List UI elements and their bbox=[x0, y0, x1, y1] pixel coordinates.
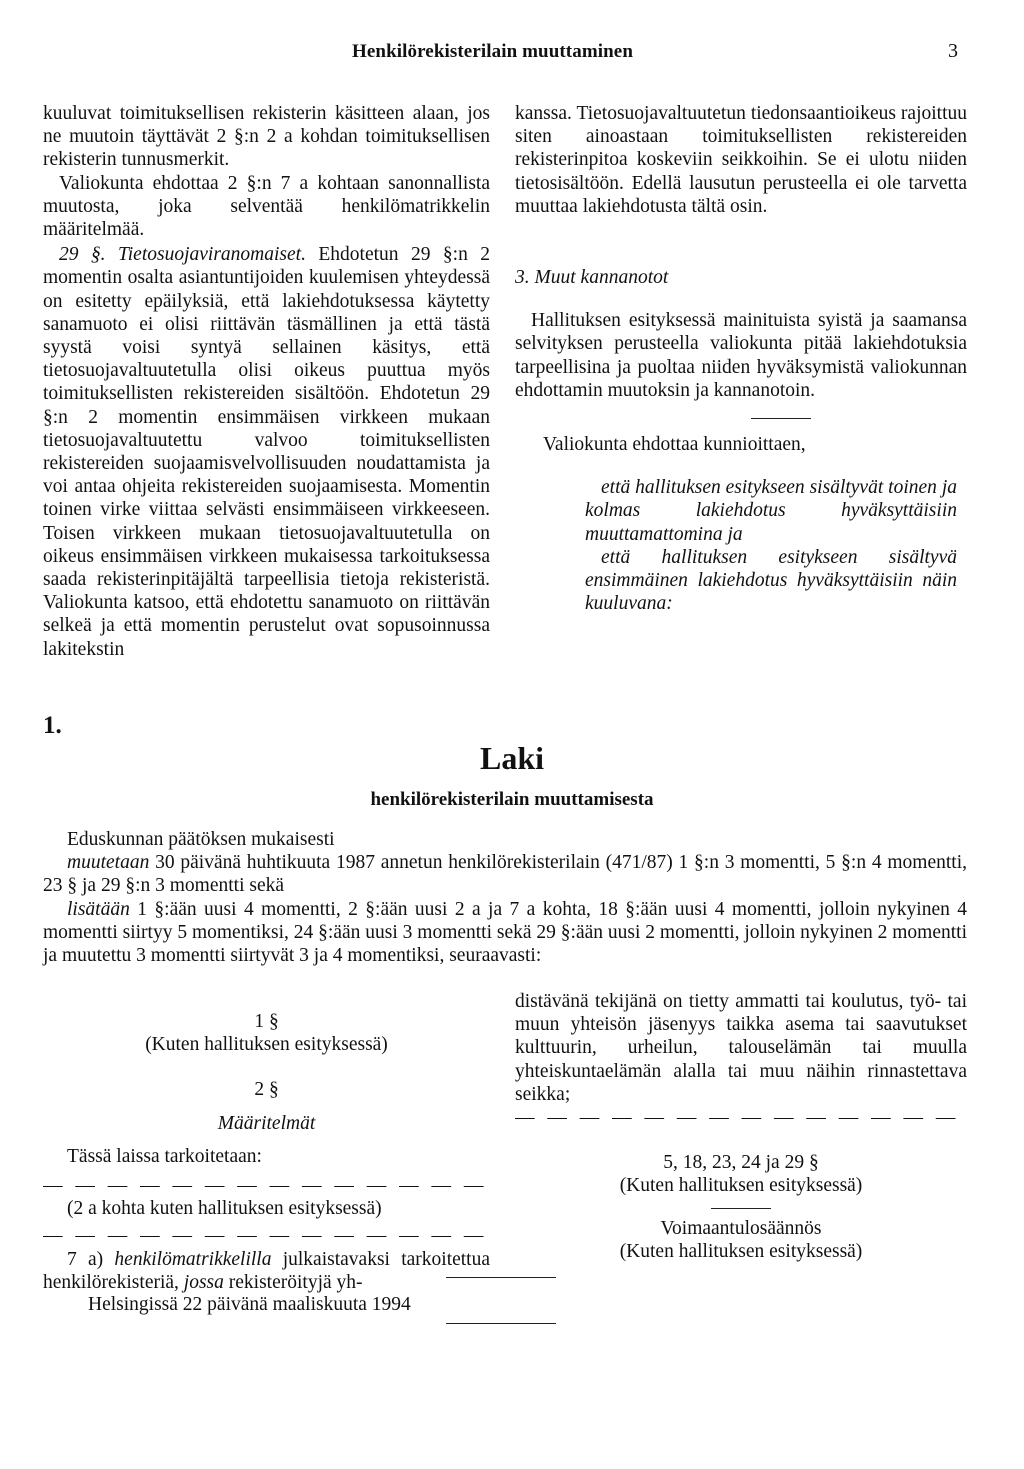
law-body-right bbox=[515, 990, 967, 1263]
end-rule bbox=[446, 1277, 556, 1278]
paragraph: distävänä tekijänä on tietty ammatti tai koulutus, työ- tai muun yhteisön jäsenyys taikka asema tai saavutukset kulttuurin, urheilun, talouselämän tai muulla yhteiskuntaelämän alalla tai muu näihin rinnastettava seikka; bbox=[515, 991, 967, 1105]
omission-dashes: — — — — — — — — — — — — — — bbox=[43, 1175, 488, 1197]
preamble-amend bbox=[43, 851, 967, 897]
right-column bbox=[515, 102, 967, 615]
preamble-intro: Eduskunnan päätöksen mukaisesti bbox=[67, 829, 335, 850]
section-heading: 29 §. Tietosuojaviranomaiset. bbox=[59, 244, 306, 266]
end-rule bbox=[446, 1323, 556, 1324]
paragraph-text: Ehdotetun 29 §:n 2 momentin osalta asiantuntijoiden kuulemisen yhteydessä on esitetty epäilyksiä, että lakiehdotuksessa käytetty sanamuoto ei olisi riittävän täsmällinen ja että tästä syystä voisi syntyä sellainen käsitys, että tietosuojavaltuutetulla olisi oikeus puuttua myös toimituksellisten rekistereiden sisältöön. Ehdotetun 29 §:n 2 momentin ensimmäisen virkkeen mukaan tietosuojavaltuutettu valvoo toimituksellisten rekistereiden suojaamisvelvollisuuden noudattamista ja voi antaa ohjeita rekistereiden suojaamisesta. Momentin toinen virke viittaa selvästi ensimmäiseen virkkeeseen. Toisen virkkeen mukaan tietosuojavaltuutetulla on oikeus ensimmäisen virkkeen mukaisessa tarkoituksessa saada rekisterinpitäjältä tarpeellisia tietoja rekisteristä. Valiokunta katsoo, että ehdotettu sanamuoto on riittävän selkeä ja että momentin perustelut ovat sopusoinnussa lakitekstin bbox=[43, 244, 490, 660]
clause: että hallituksen esitykseen sisältyvät toinen ja kolmas lakiehdotus hyväksyttäisiin muuttamattomina ja bbox=[585, 477, 957, 545]
paragraph: kanssa. Tietosuojavaltuutetun tiedonsaantioikeus rajoittuu siten ainoastaan toimituksellisten rekistereiden rekisterinpitoa koskeviin seikkoihin. Se ei ulotu niiden tietosisältöön. Edellä lausutun perusteella ei ole tarvetta muuttaa lakiehdotusta tältä osin. bbox=[515, 103, 967, 217]
paragraph: Hallituksen esityksessä mainituista syistä ja saamansa selvityksen perusteella valiokunta pitää lakiehdotuksia tarpeellisina ja puoltaa niiden hyväksymistä valiokunnan ehdottamin muutoksin ja kannanotoin. bbox=[515, 310, 967, 401]
law-body-left bbox=[43, 990, 490, 1294]
divider bbox=[751, 418, 811, 419]
add-text: 1 §:ään uusi 4 momentti, 2 §:ään uusi 2 a ja 7 a kohta, 18 §:ään uusi 4 momentti, jolloin nykyinen 4 momentti siirtyy 5 momentiksi, 24 §:ään uusi 3 momentti sekä 29 §:ään uusi 2 momentti, jolloin nykyinen 2 momentti ja muutettu 3 momentti siirtyvät 3 ja 4 momentiksi, seuraavasti: bbox=[43, 898, 968, 967]
list-item: (2 a kohta kuten hallituksen esityksessä) bbox=[67, 1198, 382, 1220]
clauses bbox=[585, 476, 957, 615]
entry-note: (Kuten hallituksen esityksessä) bbox=[619, 1240, 863, 1262]
preamble-add bbox=[43, 898, 967, 968]
amend-word: muutetaan bbox=[67, 852, 150, 874]
clause: että hallituksen esitykseen sisältyvä ensimmäinen lakiehdotus hyväksyttäisiin näin kuuluvana: bbox=[585, 546, 957, 615]
signature-line: Helsingissä 22 päivänä maaliskuuta 1994 bbox=[88, 1294, 411, 1315]
section-note: (Kuten hallituksen esityksessä) bbox=[619, 1175, 863, 1197]
omission-dashes: — — — — — — — — — — — — — — bbox=[515, 1107, 960, 1129]
law-preamble bbox=[43, 828, 967, 967]
law-subtitle: henkilörekisterilain muuttamisesta bbox=[370, 789, 654, 810]
section-number: 2 § bbox=[254, 1079, 279, 1101]
paragraph: Valiokunta ehdottaa 2 §:n 7 a kohtaan sanonnallista muutosta, joka selventää henkilömatrikkelin määritelmää. bbox=[43, 172, 490, 241]
amend-text: 30 päivänä huhtikuuta 1987 annetun henkilörekisterilain (471/87) 1 §:n 3 momentti, 5 §:n 4 momentti, 23 § ja 29 §:n 3 momentti sekä bbox=[43, 852, 967, 897]
section-intro: Tässä laissa tarkoitetaan: bbox=[67, 1145, 262, 1167]
running-header: Henkilörekisterilain muuttaminen bbox=[352, 41, 634, 62]
paragraph bbox=[43, 243, 490, 661]
section-note: (Kuten hallituksen esityksessä) bbox=[145, 1034, 388, 1056]
paragraph: kuuluvat toimituksellisen rekisterin käsitteen alaan, jos ne muutoin täyttävät 2 §:n 2 a kohdan toimituksellisen rekisterin tunnusmerkit. bbox=[43, 103, 490, 171]
section-number: 1 § bbox=[254, 1011, 279, 1032]
add-word: lisätään bbox=[67, 898, 130, 920]
omission-dashes: — — — — — — — — — — — — — — bbox=[43, 1225, 488, 1247]
law-title: Laki bbox=[479, 740, 545, 776]
divider bbox=[711, 1208, 771, 1209]
page-number: 3 bbox=[948, 40, 958, 62]
paragraph: Valiokunta ehdottaa kunnioittaen, bbox=[543, 434, 806, 456]
section-title: Määritelmät bbox=[217, 1112, 316, 1134]
left-column bbox=[43, 102, 490, 661]
section-number: 5, 18, 23, 24 ja 29 § bbox=[663, 1152, 819, 1174]
list-item: 7 a) henkilömatrikkelilla julkaistavaksi tarkoitettua henkilörekisteriä, jossa rekisteröityjä yh- bbox=[43, 1248, 491, 1293]
law-number: 1. bbox=[43, 712, 62, 739]
entry-title: Voimaantulosäännös bbox=[660, 1217, 822, 1239]
section-heading: 3. Muut kannanotot bbox=[515, 267, 669, 289]
